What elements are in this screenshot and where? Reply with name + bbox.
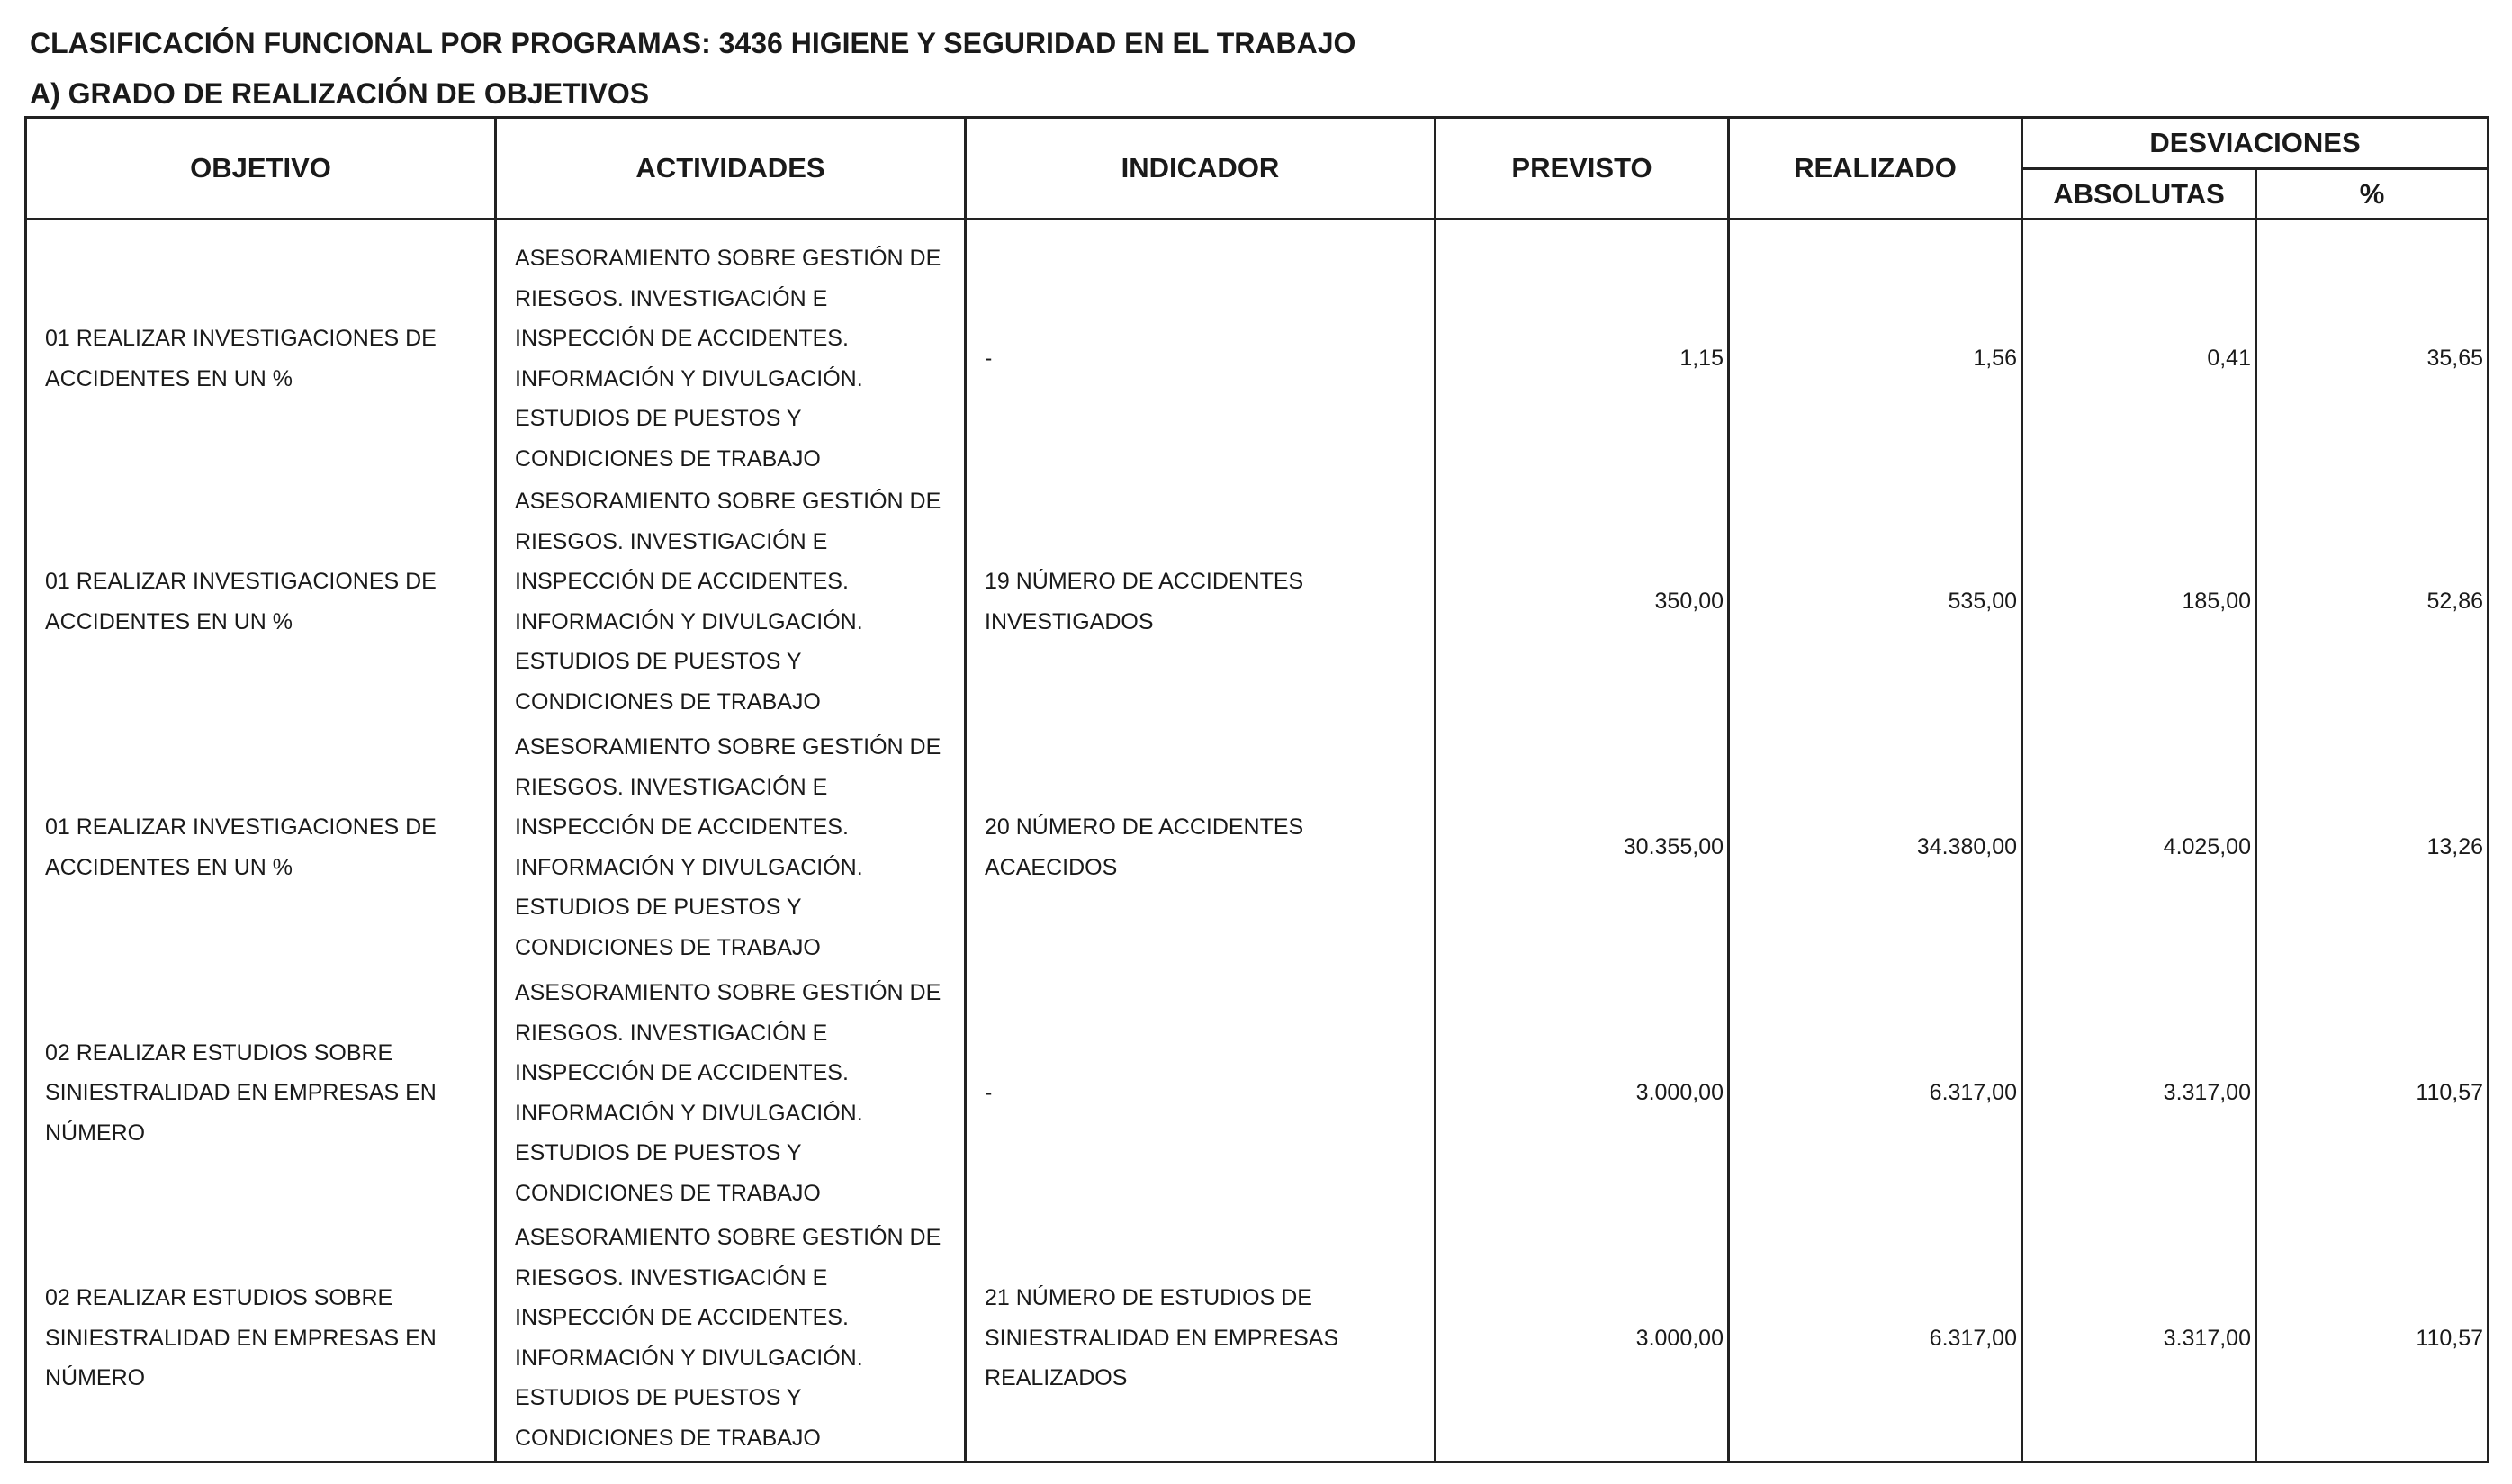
cell-realizado: 535,00 (1729, 479, 2022, 724)
cell-actividades: ASESORAMIENTO SOBRE GESTIÓN DE RIESGOS. INVESTIGACIÓN E INSPECCIÓN DE ACCIDENTES. INFORMACIÓN Y DIVULGACIÓN. ESTUDIOS DE PUESTOS Y CONDICIONES DE TRABAJO (496, 479, 966, 724)
table-row (26, 220, 2489, 480)
objectives-table (24, 116, 2489, 1463)
cell-porcentaje: 35,65 (2256, 220, 2489, 480)
cell-objetivo: 02 REALIZAR ESTUDIOS SOBRE SINIESTRALIDAD EN EMPRESAS EN NÚMERO (26, 1216, 496, 1462)
header-desviaciones: DESVIACIONES (2022, 118, 2489, 169)
cell-absolutas: 0,41 (2022, 220, 2256, 480)
cell-actividades: ASESORAMIENTO SOBRE GESTIÓN DE RIESGOS. INVESTIGACIÓN E INSPECCIÓN DE ACCIDENTES. INFORMACIÓN Y DIVULGACIÓN. ESTUDIOS DE PUESTOS Y CONDICIONES DE TRABAJO (496, 970, 966, 1216)
cell-realizado: 34.380,00 (1729, 724, 2022, 970)
cell-porcentaje: 13,26 (2256, 724, 2489, 970)
cell-indicador: 20 NÚMERO DE ACCIDENTES ACAECIDOS (966, 724, 1436, 970)
table-row (26, 970, 2489, 1216)
cell-absolutas: 3.317,00 (2022, 1216, 2256, 1462)
cell-objetivo: 01 REALIZAR INVESTIGACIONES DE ACCIDENTES EN UN % (26, 479, 496, 724)
cell-previsto: 350,00 (1436, 479, 1729, 724)
header-indicador: INDICADOR (966, 118, 1436, 220)
cell-porcentaje: 110,57 (2256, 970, 2489, 1216)
table-row (26, 479, 2489, 724)
cell-realizado: 6.317,00 (1729, 970, 2022, 1216)
cell-porcentaje: 110,57 (2256, 1216, 2489, 1462)
cell-absolutas: 185,00 (2022, 479, 2256, 724)
header-realizado: REALIZADO (1729, 118, 2022, 220)
header-actividades: ACTIVIDADES (496, 118, 966, 220)
cell-absolutas: 4.025,00 (2022, 724, 2256, 970)
cell-previsto: 3.000,00 (1436, 970, 1729, 1216)
cell-absolutas: 3.317,00 (2022, 970, 2256, 1216)
cell-previsto: 1,15 (1436, 220, 1729, 480)
page-title: CLASIFICACIÓN FUNCIONAL POR PROGRAMAS: 3436 HIGIENE Y SEGURIDAD EN EL TRABAJO (30, 27, 1356, 59)
cell-realizado: 1,56 (1729, 220, 2022, 480)
cell-actividades: ASESORAMIENTO SOBRE GESTIÓN DE RIESGOS. INVESTIGACIÓN E INSPECCIÓN DE ACCIDENTES. INFORMACIÓN Y DIVULGACIÓN. ESTUDIOS DE PUESTOS Y CONDICIONES DE TRABAJO (496, 724, 966, 970)
header-previsto: PREVISTO (1436, 118, 1729, 220)
cell-objetivo: 02 REALIZAR ESTUDIOS SOBRE SINIESTRALIDAD EN EMPRESAS EN NÚMERO (26, 970, 496, 1216)
cell-indicador: - (966, 220, 1436, 480)
cell-indicador: 21 NÚMERO DE ESTUDIOS DE SINIESTRALIDAD EN EMPRESAS REALIZADOS (966, 1216, 1436, 1462)
cell-porcentaje: 52,86 (2256, 479, 2489, 724)
cell-previsto: 30.355,00 (1436, 724, 1729, 970)
cell-actividades: ASESORAMIENTO SOBRE GESTIÓN DE RIESGOS. INVESTIGACIÓN E INSPECCIÓN DE ACCIDENTES. INFORMACIÓN Y DIVULGACIÓN. ESTUDIOS DE PUESTOS Y CONDICIONES DE TRABAJO (496, 1216, 966, 1462)
header-porcentaje: % (2256, 169, 2489, 220)
cell-actividades: ASESORAMIENTO SOBRE GESTIÓN DE RIESGOS. INVESTIGACIÓN E INSPECCIÓN DE ACCIDENTES. INFORMACIÓN Y DIVULGACIÓN. ESTUDIOS DE PUESTOS Y CONDICIONES DE TRABAJO (496, 220, 966, 480)
table-row (26, 724, 2489, 970)
cell-indicador: 19 NÚMERO DE ACCIDENTES INVESTIGADOS (966, 479, 1436, 724)
cell-objetivo: 01 REALIZAR INVESTIGACIONES DE ACCIDENTES EN UN % (26, 724, 496, 970)
table-row (26, 1216, 2489, 1462)
section-title: A) GRADO DE REALIZACIÓN DE OBJETIVOS (30, 77, 650, 110)
header-absolutas: ABSOLUTAS (2022, 169, 2256, 220)
cell-objetivo: 01 REALIZAR INVESTIGACIONES DE ACCIDENTES EN UN % (26, 220, 496, 480)
header-objetivo: OBJETIVO (26, 118, 496, 220)
cell-indicador: - (966, 970, 1436, 1216)
cell-previsto: 3.000,00 (1436, 1216, 1729, 1462)
cell-realizado: 6.317,00 (1729, 1216, 2022, 1462)
